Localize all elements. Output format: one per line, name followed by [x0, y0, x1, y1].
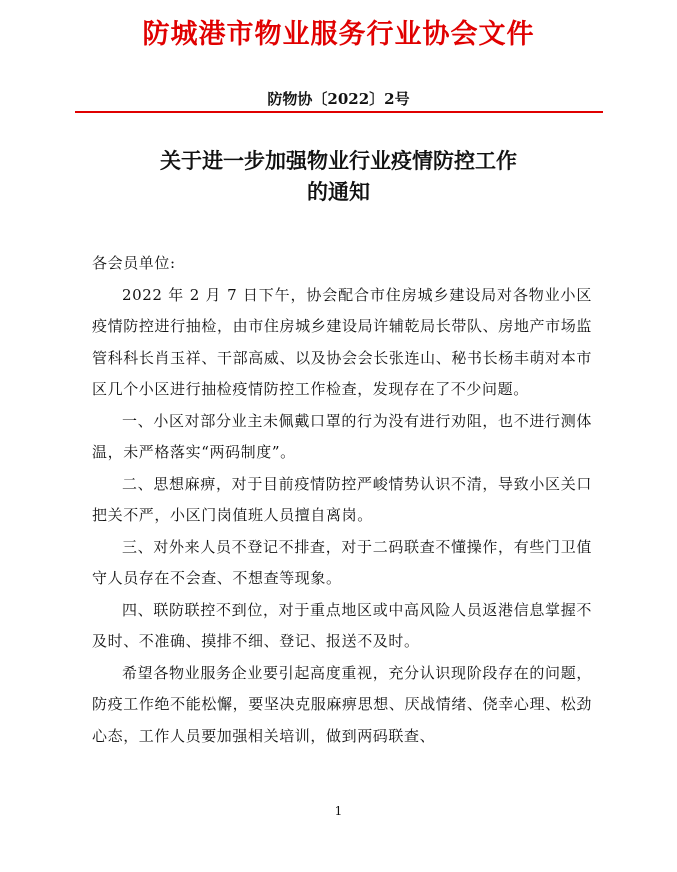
body-paragraph-request: 希望各物业服务企业要引起高度重视，充分认识现阶段存在的问题，防疫工作绝不能松懈，要坚决克服麻痹思想、厌战情绪、侥幸心理、松劲心态，工作人员要加强相关培训，做到两码联查、	[92, 663, 592, 745]
notice-title-line-1: 关于进一步加强物业行业疫情防控工作	[160, 149, 517, 173]
salutation: 各会员单位:	[92, 254, 176, 272]
notice-body	[92, 248, 592, 752]
body-paragraph-intro: 2022 年 2 月 7 日下午，协会配合市住房城乡建设局对各物业小区疫情防控进行抽检，由市住房城乡建设局许辅乾局长带队、房地产市场监管科科长肖玉祥、干部高威、以及协会会长张连山、秘书长杨丰萌对本市区几个小区进行抽检疫情防控工作检查，发现存在了不少问题。	[92, 285, 592, 398]
body-paragraph-issue-4: 四、联防联控不到位，对于重点地区或中高风险人员返港信息掌握不及时、不准确、摸排不细、登记、报送不及时。	[92, 600, 592, 650]
header-red-rule	[75, 111, 603, 113]
body-paragraph-issue-2: 二、思想麻痹，对于目前疫情防控严峻情势认识不清，导致小区关口把关不严，小区门岗值班人员擅自离岗。	[92, 474, 592, 524]
notice-title-line-2: 的通知	[307, 180, 370, 204]
body-paragraph-issue-1: 一、小区对部分业主未佩戴口罩的行为没有进行劝阻，也不进行测体温，未严格落实“两码制度”。	[92, 411, 592, 461]
page-number: 1	[334, 804, 343, 818]
body-paragraph-issue-3: 三、对外来人员不登记不排查，对于二码联查不懂操作，有些门卫值守人员存在不会查、不想查等现象。	[92, 537, 592, 587]
notice-title	[0, 146, 677, 208]
document-number: 防物协〔2022〕2号	[267, 90, 410, 108]
document-header-title: 防城港市物业服务行业协会文件	[142, 19, 535, 50]
